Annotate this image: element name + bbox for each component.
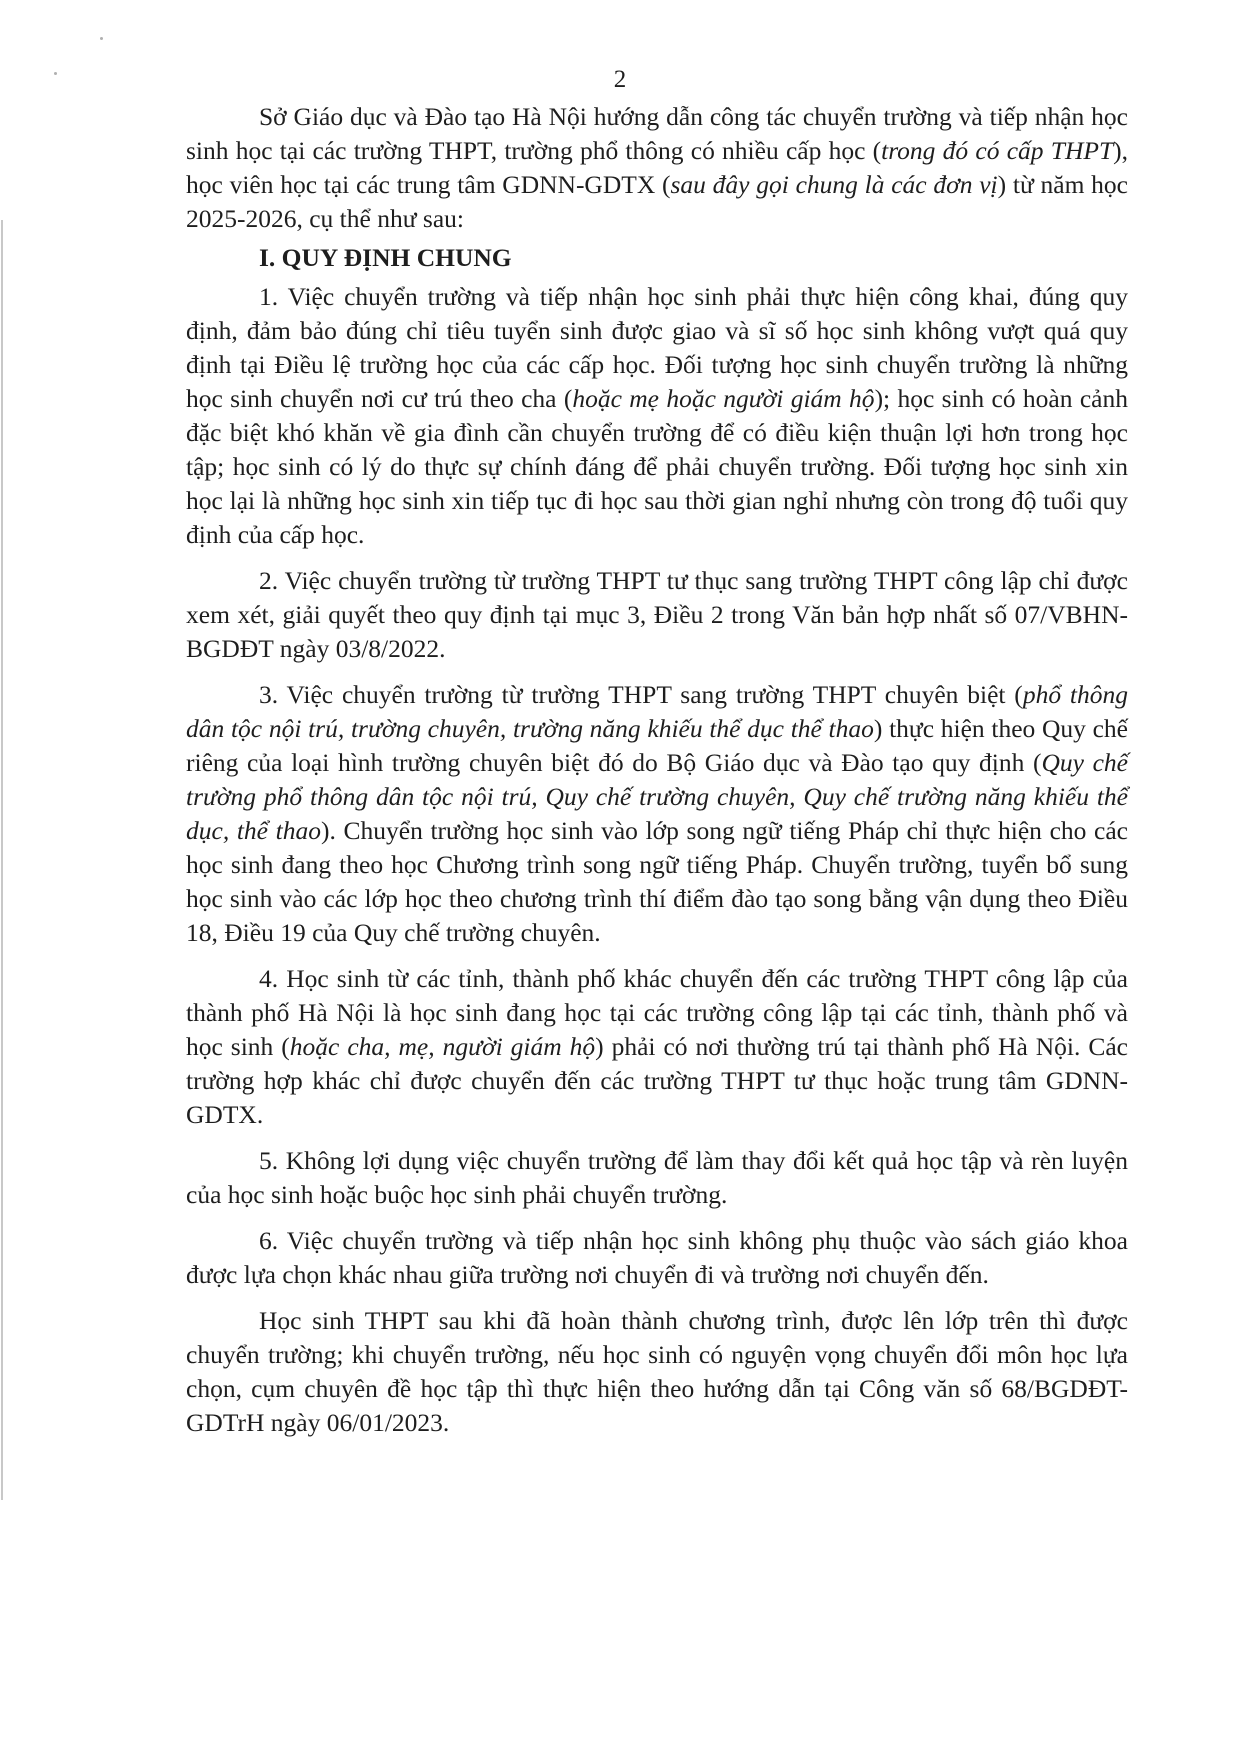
paragraph-3: 3. Việc chuyển trường từ trường THPT sang trường THPT chuyên biệt (phổ thông dân tộc nội trú, trường chuyên, trường năng khiếu thể dục thể thao) thực hiện theo Quy chế riêng của loại hình trường chuyên biệt đó do Bộ Giáo dục và Đào tạo quy định (Quy chế trường phổ thông dân tộc nội trú, Quy chế trường chuyên, Quy chế trường năng khiếu thể dục, thể thao). Chuyển trường học sinh vào lớp song ngữ tiếng Pháp chỉ thực hiện cho các học sinh đang theo học Chương trình song ngữ tiếng Pháp. Chuyển trường, tuyển bổ sung học sinh vào các lớp học theo chương trình thí điểm đào tạo song bằng vận dụng theo Điều 18, Điều 19 của Quy chế trường chuyên. bbox=[186, 680, 1128, 947]
page-number: 2 bbox=[613, 66, 627, 93]
paragraph-2: 2. Việc chuyển trường từ trường THPT tư thục sang trường THPT công lập chỉ được xem xét, giải quyết theo quy định tại mục 3, Điều 2 trong Văn bản hợp nhất số 07/VBHN-BGDĐT ngày 03/8/2022. bbox=[186, 566, 1128, 663]
paragraph-5: 5. Không lợi dụng việc chuyển trường để làm thay đổi kết quả học tập và rèn luyện của học sinh hoặc buộc học sinh phải chuyển trường. bbox=[186, 1146, 1128, 1209]
section-heading: I. QUY ĐỊNH CHUNG bbox=[259, 243, 512, 272]
paragraph-7: Học sinh THPT sau khi đã hoàn thành chương trình, được lên lớp trên thì được chuyển trường; khi chuyển trường, nếu học sinh có nguyện vọng chuyển đổi môn học lựa chọn, cụm chuyên đề học tập thì thực hiện theo hướng dẫn tại Công văn số 68/BGDĐT-GDTrH ngày 06/01/2023. bbox=[186, 1306, 1128, 1437]
scan-edge-line bbox=[1, 220, 3, 1500]
paragraph-6: 6. Việc chuyển trường và tiếp nhận học sinh không phụ thuộc vào sách giáo khoa được lựa chọn khác nhau giữa trường nơi chuyển đi và trường nơi chuyển đến. bbox=[186, 1226, 1128, 1289]
paragraph-4: 4. Học sinh từ các tỉnh, thành phố khác chuyển đến các trường THPT công lập của thành phố Hà Nội là học sinh đang học tại các trường công lập tại các tỉnh, thành phố và học sinh (hoặc cha, mẹ, người giám hộ) phải có nơi thường trú tại thành phố Hà Nội. Các trường hợp khác chỉ được chuyển đến các trường THPT tư thục hoặc trung tâm GDNN-GDTX. bbox=[186, 964, 1128, 1129]
scan-speck bbox=[100, 37, 103, 40]
document-body bbox=[186, 100, 1128, 1440]
paragraph-1: 1. Việc chuyển trường và tiếp nhận học sinh phải thực hiện công khai, đúng quy định, đảm bảo đúng chỉ tiêu tuyển sinh được giao và sĩ số học sinh không vượt quá quy định tại Điều lệ trường học của các cấp học. Đối tượng học sinh chuyển trường là những học sinh chuyển nơi cư trú theo cha (hoặc mẹ hoặc người giám hộ); học sinh có hoàn cảnh đặc biệt khó khăn về gia đình cần chuyển trường để có điều kiện thuận lợi hơn trong học tập; học sinh có lý do thực sự chính đáng để phải chuyển trường. Đối tượng học sinh xin học lại là những học sinh xin tiếp tục đi học sau thời gian nghỉ nhưng còn trong độ tuổi quy định của cấp học. bbox=[186, 282, 1128, 549]
intro-paragraph: Sở Giáo dục và Đào tạo Hà Nội hướng dẫn công tác chuyển trường và tiếp nhận học sinh học tại các trường THPT, trường phổ thông có nhiều cấp học (trong đó có cấp THPT), học viên học tại các trung tâm GDNN-GDTX (sau đây gọi chung là các đơn vị) từ năm học 2025-2026, cụ thể như sau: bbox=[186, 102, 1128, 233]
